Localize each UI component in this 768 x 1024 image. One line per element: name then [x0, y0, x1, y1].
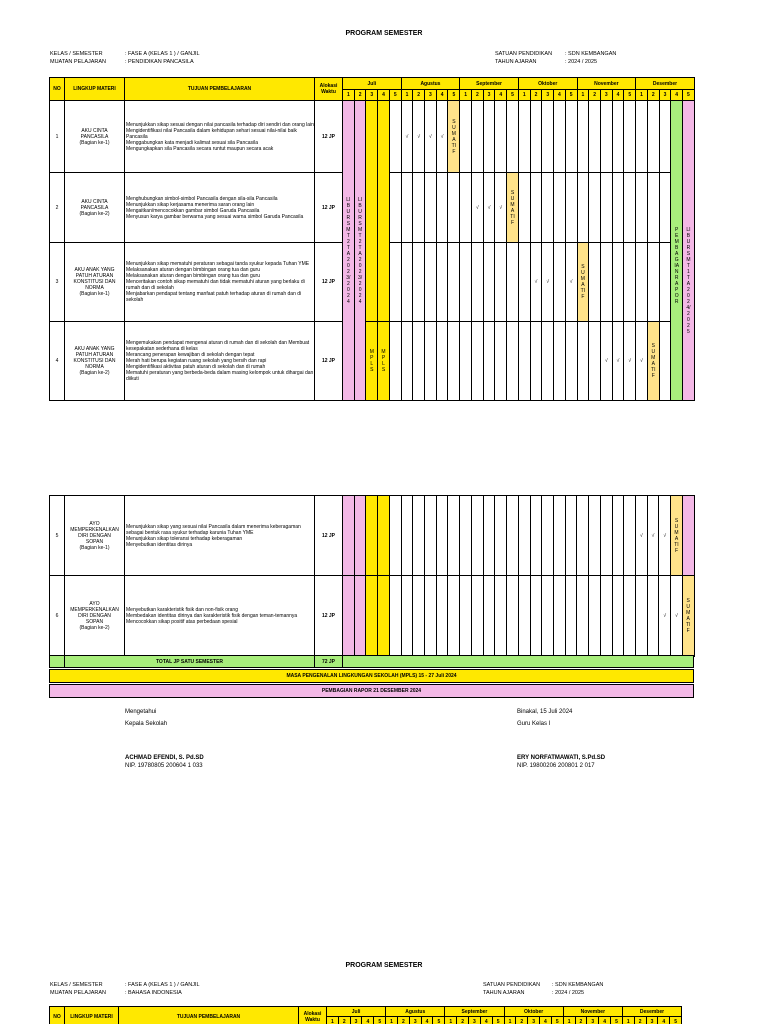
week-header: 2	[647, 90, 659, 101]
header-no: NO	[50, 1007, 65, 1024]
meta-left-values: : FASE A (KELAS 1 ) / GANJIL : PENDIDIKAN PANCASILA	[125, 51, 200, 65]
check-cell: √	[565, 243, 577, 322]
header-no: NO	[50, 78, 65, 101]
week-header: 4	[540, 1017, 552, 1024]
page2-meta-right-values: : SDN KEMBANGAN : 2024 / 2025	[552, 982, 604, 996]
rapor-banner: PEMBAGIAN RAPOR 21 DESEMBER 2024	[49, 684, 694, 698]
week-header: 4	[436, 90, 448, 101]
week-header: 3	[659, 90, 671, 101]
month-header: November	[577, 78, 636, 90]
mpls-column: MPLS	[366, 322, 378, 401]
mpls-column-top	[378, 101, 390, 322]
sig-left-line2: Kepala Sekolah	[125, 721, 168, 727]
week-header: 1	[636, 90, 648, 101]
week-header: 1	[504, 1017, 516, 1024]
libur-end-column: LIBUR SMT 1 TA 2024/2025	[683, 101, 695, 401]
week-header: 3	[600, 90, 612, 101]
week-header: 3	[350, 1017, 362, 1024]
check-cell: √	[659, 576, 671, 657]
row-no: 4	[50, 322, 65, 401]
week-header: 3	[366, 90, 378, 101]
week-header: 2	[589, 90, 601, 101]
week-header: 1	[386, 1017, 398, 1024]
header-tujuan: TUJUAN PEMBELAJARAN	[119, 1007, 299, 1024]
total-row	[49, 655, 694, 668]
row-no: 6	[50, 576, 65, 657]
week-header: 4	[599, 1017, 611, 1024]
meta-right-values: : SDN KEMBANGAN : 2024 / 2025	[565, 51, 617, 65]
table-row	[50, 101, 695, 173]
row-jp: 12 JP	[315, 173, 343, 243]
table-row	[50, 496, 695, 576]
row-tujuan: Mengemukakan pendapat mengenai aturan di rumah dan di sekolah dan Membuat kesepakatan sederhana di kelas Merancang penerapan kewajiban di sekolah dengan tepat Merah hati berupa kegiatan ruang sekolah yang bersih dan rapi Mengidentifikasi aktivitas patuh aturan di sekolah dan di rumah Mematuhi peraturan yang berbeda-beda dalam masing kelompok untuk dihargai dan diikuti	[125, 322, 315, 401]
check-cell: √	[636, 322, 648, 401]
meta-left-labels: KELAS / SEMESTER MUATAN PELAJARAN	[50, 51, 107, 65]
row-materi: AKU ANAK YANG PATUH ATURAN KONSTITUSI DAN NORMA (Bagian ke-1)	[65, 243, 125, 322]
page2-meta-right-labels: SATUAN PENDIDIKAN TAHUN AJARAN	[483, 982, 541, 996]
sumatif-cell: SUMATIF	[507, 173, 519, 243]
check-cell: √	[530, 243, 542, 322]
check-cell: √	[425, 101, 437, 173]
check-cell: √	[471, 173, 483, 243]
week-header: 4	[480, 1017, 492, 1024]
check-cell: √	[612, 322, 624, 401]
week-header: 1	[460, 90, 472, 101]
sumatif-cell: SUMATIF	[577, 243, 589, 322]
week-header: 5	[565, 90, 577, 101]
week-header: 3	[587, 1017, 599, 1024]
total-label: TOTAL JP SATU SEMESTER	[65, 656, 315, 668]
check-cell: √	[635, 496, 647, 576]
week-header: 3	[483, 90, 495, 101]
check-cell: √	[413, 101, 425, 173]
check-cell: √	[436, 101, 448, 173]
week-header: 2	[397, 1017, 409, 1024]
row-tujuan: Menunjukkan sikap mematuhi peraturan sebagai tanda syukur kepada Tuhan YME Melaksanakan aturan dengan bimbingan orang tua dan guru Melaksanakan aturan dengan bimbingan orang tua dan guru Menceritakan contoh sikap mematuhi dan tidak mematuhi aturan yang berlaku di rumah dan di sekolah Menjabarkan pendapat tentang manfaat patuh terhadap aturan di rumah dan di sekolah	[125, 243, 315, 322]
week-header: 2	[457, 1017, 469, 1024]
week-header: 3	[425, 90, 437, 101]
sumatif-cell: SUMATIF	[647, 322, 659, 401]
week-header: 1	[563, 1017, 575, 1024]
week-header: 2	[575, 1017, 587, 1024]
week-header: 4	[658, 1017, 670, 1024]
total-value: 72 JP	[315, 656, 343, 668]
week-header: 2	[354, 90, 366, 101]
week-header: 5	[433, 1017, 445, 1024]
month-header: September	[460, 78, 519, 90]
mpls-banner: MASA PENGENALAN LINGKUNGAN SEKOLAH (MPLS) 15 - 27 Juli 2024	[49, 669, 694, 683]
week-header: 2	[471, 90, 483, 101]
check-cell: √	[542, 243, 554, 322]
week-header: 5	[624, 90, 636, 101]
month-header: Desember	[622, 1007, 681, 1017]
week-header: 1	[445, 1017, 457, 1024]
table-row	[50, 576, 695, 657]
week-header: 3	[646, 1017, 658, 1024]
month-header: Agustus	[401, 78, 460, 90]
row-tujuan: Menyebutkan karakteristik fisik dan non-fisik orang Membedakan identitas dirinya dan karakteristik fisik dengan teman-temannya Mencocokkan sikap positif atas perbedaan spesial	[125, 576, 315, 657]
week-header: 2	[530, 90, 542, 101]
row-jp: 12 JP	[315, 243, 343, 322]
week-header: 1	[401, 90, 413, 101]
row-jp: 12 JP	[315, 576, 343, 657]
week-header: 5	[507, 90, 519, 101]
program-table-continued	[49, 495, 695, 657]
week-header: 5	[670, 1017, 682, 1024]
week-header: 5	[374, 1017, 386, 1024]
header-alokasi: Alokasi Waktu	[299, 1007, 327, 1024]
week-header: 4	[612, 90, 624, 101]
row-materi: AYO MEMPERKENALKAN DIRI DENGAN SOPAN (Bagian ke-1)	[65, 496, 125, 576]
month-header: September	[445, 1007, 504, 1017]
check-cell: √	[600, 322, 612, 401]
header-alokasi: Alokasi Waktu	[315, 78, 343, 101]
sig-right-nip: NIP. 19800206 200801 2 017	[517, 763, 595, 769]
header-lingkup: LINGKUP MATERI	[65, 78, 125, 101]
sumatif-cell: SUMATIF	[682, 576, 694, 657]
table-row	[50, 322, 695, 401]
row-materi: AKU CINTA PANCASILA (Bagian ke-2)	[65, 173, 125, 243]
row-tujuan: Menunjukkan sikap sesuai dengan nilai pancasila terhadap diri sendiri dan orang lain Mengidentifikasi nilai Pancasila dalam kehidupan sehari sesuai nilai-nilai baik Pancasila Menggabungkan kata menjadi kalimat sesuai sila Pancasila Mengungkapkan sila Pancasila secara runtut maupun secara acak	[125, 101, 315, 173]
month-header: Oktober	[518, 78, 577, 90]
check-cell: √	[624, 322, 636, 401]
row-no: 1	[50, 101, 65, 173]
row-materi: AKU CINTA PANCASILA (Bagian ke-1)	[65, 101, 125, 173]
week-header: 1	[577, 90, 589, 101]
week-header: 2	[634, 1017, 646, 1024]
week-header: 5	[611, 1017, 623, 1024]
check-cell: √	[647, 496, 659, 576]
page2-title: PROGRAM SEMESTER	[345, 962, 423, 969]
sig-left-nip: NIP. 19780805 200604 1 033	[125, 763, 203, 769]
mpls-column: MPLS	[378, 322, 390, 401]
libur-column: LIBUR SMT 2 TA 2023/2024	[343, 101, 355, 401]
meta-right-labels: SATUAN PENDIDIKAN TAHUN AJARAN	[495, 51, 553, 65]
page2-meta-left-values: : FASE A (KELAS 1 ) / GANJIL : BAHASA INDONESIA	[125, 982, 200, 996]
week-header: 1	[518, 90, 530, 101]
week-header: 3	[469, 1017, 481, 1024]
week-header: 3	[409, 1017, 421, 1024]
week-header: 3	[528, 1017, 540, 1024]
row-jp: 12 JP	[315, 322, 343, 401]
row-tujuan: Menunjukkan sikap yang sesuai nilai Pancasila dalam menerima keberagaman sebagai bentuk rasa syukur terhadap karunia Tuhan YME Menunjukkan sikap toleransi terhadap keberagaman Menyebutkan identitas dirinya	[125, 496, 315, 576]
page2-meta-left-labels: KELAS / SEMESTER MUATAN PELAJARAN	[50, 982, 107, 996]
sumatif-cell: SUMATIF	[671, 496, 683, 576]
month-header: Agustus	[386, 1007, 445, 1017]
week-header: 1	[327, 1017, 339, 1024]
week-header: 5	[492, 1017, 504, 1024]
header-tujuan: TUJUAN PEMBELAJARAN	[125, 78, 315, 101]
row-no: 5	[50, 496, 65, 576]
week-header: 5	[551, 1017, 563, 1024]
week-header: 2	[338, 1017, 350, 1024]
mpls-column-top	[366, 101, 378, 322]
libur-column: LIBUR SMT 2 TA 2023/2024	[354, 101, 366, 401]
signature-right	[517, 708, 605, 770]
page2-table	[49, 1006, 682, 1024]
week-header: 5	[389, 90, 401, 101]
week-header: 3	[542, 90, 554, 101]
check-cell: √	[659, 496, 671, 576]
week-header: 4	[554, 90, 566, 101]
month-header: Oktober	[504, 1007, 563, 1017]
week-header: 5	[448, 90, 460, 101]
month-header: Juli	[343, 78, 402, 90]
check-cell: √	[495, 173, 507, 243]
sig-right-name: ERY NORFATMAWATI, S.Pd.SD	[517, 755, 606, 761]
week-header: 1	[622, 1017, 634, 1024]
week-header: 4	[378, 90, 390, 101]
month-header: Desember	[636, 78, 695, 90]
program-table	[49, 77, 695, 401]
sig-left-name: ACHMAD EFENDI, S. Pd.SD	[125, 755, 204, 761]
row-jp: 12 JP	[315, 496, 343, 576]
week-header: 4	[495, 90, 507, 101]
week-header: 4	[671, 90, 683, 101]
header-lingkup: LINGKUP MATERI	[65, 1007, 119, 1024]
month-header: November	[563, 1007, 622, 1017]
check-cell: √	[401, 101, 413, 173]
sumatif-cell: SUMATIF	[448, 101, 460, 173]
page-title: PROGRAM SEMESTER	[345, 30, 423, 37]
row-tujuan: Menghubungkan simbol-simbol Pancasila dengan sila-sila Pancasila Menunjukkan sikap kerjasama menerima saran orang lain Mengaitkan/mencocokkan gambar simbol Garuda Pancasila Menyusun karya gambar berwarna yang sesuai warna simbol Garuda Pancasila	[125, 173, 315, 243]
signature-left	[125, 708, 204, 770]
week-header: 4	[362, 1017, 374, 1024]
week-header: 2	[516, 1017, 528, 1024]
row-materi: AYO MEMPERKENALKAN DIRI DENGAN SOPAN (Bagian ke-2)	[65, 576, 125, 657]
week-header: 4	[421, 1017, 433, 1024]
pembagian-rapor-column: PEMBAGIAN RAPOR	[671, 101, 683, 401]
sig-right-line1: Binakal, 15 Juli 2024	[517, 709, 573, 715]
check-cell: √	[671, 576, 683, 657]
row-materi: AKU ANAK YANG PATUH ATURAN KONSTITUSI DAN NORMA (Bagian ke-2)	[65, 322, 125, 401]
row-no: 3	[50, 243, 65, 322]
week-header: 1	[343, 90, 355, 101]
sig-right-line2: Guru Kelas I	[517, 721, 551, 727]
week-header: 5	[683, 90, 695, 101]
check-cell: √	[483, 173, 495, 243]
week-header: 2	[413, 90, 425, 101]
sig-left-line1: Mengetahui	[125, 709, 157, 715]
row-no: 2	[50, 173, 65, 243]
row-jp: 12 JP	[315, 101, 343, 173]
month-header: Juli	[327, 1007, 386, 1017]
